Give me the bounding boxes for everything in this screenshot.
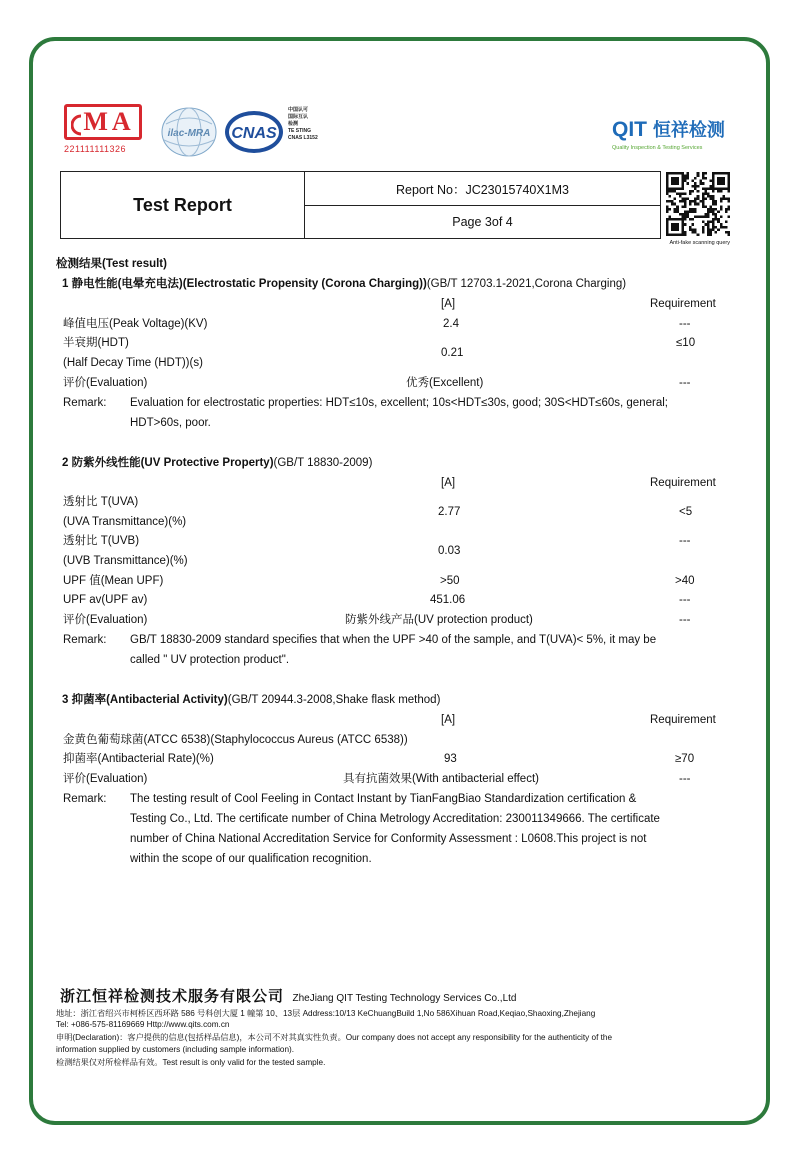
qit-tagline: Quality Inspection & Testing Services <box>612 145 703 151</box>
cnas-line: TE STING <box>288 128 312 134</box>
section1-title-en: (Electrostatic Propensity (Corona Charging)) <box>182 278 427 290</box>
table-row-label: 透射比 T(UVA) <box>63 496 139 508</box>
table-row-value: 防紫外线产品(UV protection product) <box>345 614 533 626</box>
report-title: Test Report <box>61 172 305 238</box>
table-row-value: 0.21 <box>441 347 464 359</box>
remark-line: within the scope of our qualification recognition. <box>130 853 372 865</box>
cnas-line: CNAS L3152 <box>288 135 318 141</box>
ilac-text: ilac-MRA <box>167 128 211 139</box>
table-row-value: >50 <box>440 575 460 587</box>
report-number: Report No：JC23015740X1M3 <box>305 172 660 206</box>
cnas-logo <box>224 110 284 154</box>
section2-col-a: [A] <box>441 477 456 489</box>
table-row-label: (UVA Transmittance)(%) <box>63 516 187 528</box>
table-row-requirement: --- <box>679 535 691 547</box>
cma-number: 221111111326 <box>64 144 127 154</box>
cma-logo-mark <box>64 104 142 140</box>
qit-logo <box>612 118 730 158</box>
remark-label: Remark: <box>63 634 107 646</box>
section2-title <box>62 456 372 470</box>
table-row-label: UPF av(UPF av) <box>63 594 148 606</box>
remark-label: Remark: <box>63 397 107 409</box>
cnas-line: 检测 <box>288 121 299 127</box>
section1-col-requirement: Requirement <box>650 298 716 310</box>
ilac-mra-logo <box>160 106 218 158</box>
remark-line: called " UV protection product". <box>130 654 290 666</box>
table-row-value: 451.06 <box>430 594 466 606</box>
report-header-table <box>60 171 661 239</box>
footer-declaration: 申明(Declaration)：客户提供的信息(包括样品信息)，本公司不对其真实性负责。Our company does not accept any responsibility for the authenticity of the <box>56 1033 612 1042</box>
table-row-label: 评价(Evaluation) <box>63 614 148 626</box>
section3-title <box>62 693 440 707</box>
section3-col-a: [A] <box>441 714 456 726</box>
section2-title-cn: 2 防紫外线性能 <box>62 457 141 469</box>
section3-col-requirement: Requirement <box>650 714 716 726</box>
section1-title <box>62 277 626 291</box>
qit-brand: QIT <box>612 118 647 141</box>
table-row-label: 峰值电压(Peak Voltage)(KV) <box>63 318 208 330</box>
company-name-cn: 浙江恒祥检测技术服务有限公司 <box>60 987 285 1005</box>
table-row-requirement: --- <box>679 614 691 626</box>
remark-label: Remark: <box>63 793 107 805</box>
section3-title-en: (Antibacterial Activity) <box>106 694 228 706</box>
table-row-label: 抑菌率(Antibacterial Rate)(%) <box>63 753 214 765</box>
footer-validity: 检测结果仅对所检样品有效。Test result is only valid for the tested sample. <box>56 1058 326 1067</box>
qr-code-icon[interactable] <box>666 172 730 236</box>
test-result-heading: 检测结果(Test result) <box>56 258 167 270</box>
remark-line: HDT>60s, poor. <box>130 417 211 429</box>
section2-standard: (GB/T 18830-2009) <box>273 457 373 469</box>
table-row-requirement: --- <box>679 594 691 606</box>
remark-line: Evaluation for electrostatic properties: HDT≤10s, excellent; 10s<HDT≤30s, good; 30S<HDT≤60s, general; <box>130 397 668 409</box>
table-row-value: 优秀(Excellent) <box>406 377 484 389</box>
cma-letters: MA <box>83 107 135 136</box>
page-number: Page 3of 4 <box>452 215 513 229</box>
remark-line: number of China National Accreditation Service for Conformity Assessment : L0608.This project is not <box>130 833 647 845</box>
table-row-value: 具有抗菌效果(With antibacterial effect) <box>343 773 539 785</box>
cnas-line: 中国认可 <box>288 107 309 113</box>
test-organism: 金黄色葡萄球菌(ATCC 6538)(Staphylococcus Aureus (ATCC 6538)) <box>63 734 408 746</box>
section1-title-cn: 1 静电性能(电晕充电法) <box>62 278 183 290</box>
qit-brand-cn: 恒祥检测 <box>652 120 725 141</box>
section1-standard: (GB/T 12703.1-2021,Corona Charging) <box>426 278 627 290</box>
cnas-accreditation-text <box>288 107 318 142</box>
table-row-value: 2.77 <box>438 506 461 518</box>
section1-col-a: [A] <box>441 298 456 310</box>
remark-line: Testing Co., Ltd. The certificate number of China Metrology Accreditation: 230011349666. The certificate <box>130 813 660 825</box>
table-row-requirement: --- <box>679 773 691 785</box>
section3-title-cn: 3 抑菌率 <box>62 694 107 706</box>
table-row-label: 透射比 T(UVB) <box>63 535 140 547</box>
section2-col-requirement: Requirement <box>650 477 716 489</box>
cma-logo <box>64 104 148 156</box>
company-name-en: ZheJiang QIT Testing Technology Services Co.,Ltd <box>292 993 517 1004</box>
footer-company <box>60 985 516 1006</box>
table-row-value: 93 <box>444 753 457 765</box>
remark-line: The testing result of Cool Feeling in Contact Instant by TianFangBiao Standardization certification & <box>130 793 637 805</box>
table-row-value: 2.4 <box>443 318 459 330</box>
footer-address: 地址：浙江省绍兴市柯桥区西环路 586 号科创大厦 1 幢第 10、13层 Address:10/13 KeChuangBuild 1,No 586Xihuan Road,Keqiao,Shaoxing,Zhejiang <box>56 1009 596 1018</box>
section2-title-en: (UV Protective Property) <box>140 457 274 469</box>
table-row-requirement: ≥70 <box>675 753 695 765</box>
table-row-label: 评价(Evaluation) <box>63 773 148 785</box>
remark-line: GB/T 18830-2009 standard specifies that when the UPF >40 of the sample, and T(UVA)< 5%, it may be <box>130 634 657 646</box>
table-row-requirement: --- <box>679 318 691 330</box>
table-row-value: 0.03 <box>438 545 461 557</box>
table-row-label: 半衰期(HDT) <box>63 337 129 349</box>
table-row-label: (UVB Transmittance)(%) <box>63 555 188 567</box>
table-row-label: UPF 值(Mean UPF) <box>63 575 164 587</box>
section3-standard: (GB/T 20944.3-2008,Shake flask method) <box>227 694 441 706</box>
table-row-requirement: >40 <box>675 575 695 587</box>
cnas-line: 国际互认 <box>288 114 309 120</box>
table-row-label: (Half Decay Time (HDT))(s) <box>63 357 203 369</box>
qr-caption: Anti-fake scanning query <box>669 240 730 246</box>
table-row-requirement: --- <box>679 377 691 389</box>
footer-declaration: information supplied by customers (including sample information). <box>56 1045 295 1054</box>
footer-tel: Tel: +086-575-81169669 Http://www.qits.com.cn <box>56 1020 230 1029</box>
table-row-label: 评价(Evaluation) <box>63 377 148 389</box>
table-row-requirement: ≤10 <box>676 337 696 349</box>
cnas-text: CNAS <box>231 125 277 142</box>
table-row-requirement: <5 <box>679 506 693 518</box>
